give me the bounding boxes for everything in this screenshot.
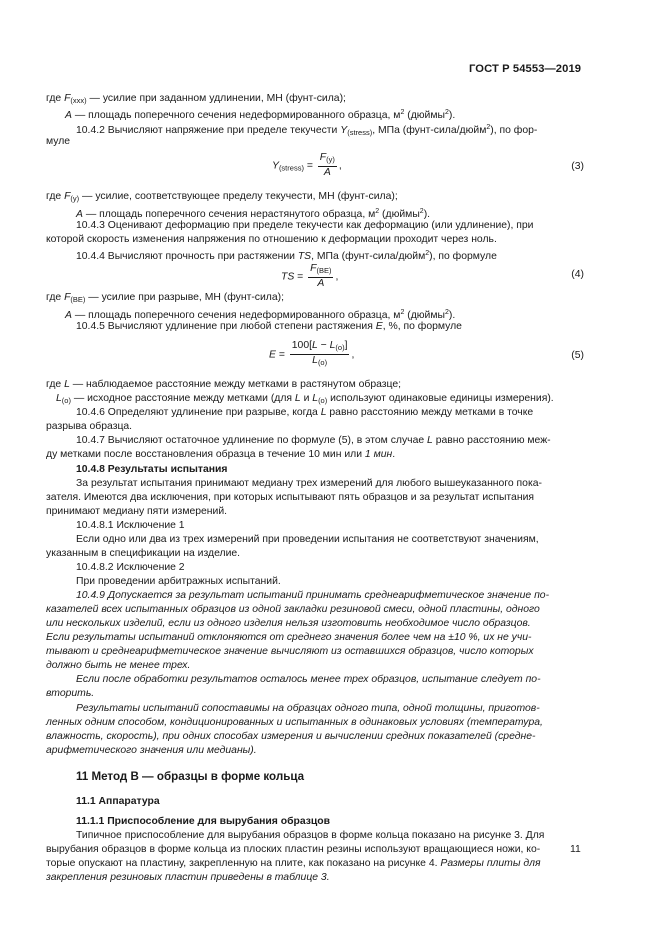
text: где bbox=[46, 292, 65, 303]
denominator: A bbox=[317, 278, 325, 289]
text: (дюймы bbox=[379, 209, 420, 220]
text: и bbox=[300, 393, 313, 404]
text-line: При проведении арбитражных испытаний. bbox=[76, 576, 281, 587]
subscript: (o) bbox=[335, 343, 345, 352]
symbol: TS bbox=[297, 251, 312, 262]
text: — наблюдаемое расстояние между метками в растянутом образце; bbox=[69, 379, 402, 390]
symbol: L bbox=[320, 407, 327, 418]
text: 10.4.5 Вычисляют удлинение при любой степени растяжения bbox=[76, 321, 376, 332]
text-line: Если результаты испытаний отклоняются от среднего значения более чем на ±10 %, их не учи- bbox=[46, 632, 532, 643]
clause-10-4-7 bbox=[76, 434, 551, 448]
text: где bbox=[46, 93, 65, 104]
text: ). bbox=[448, 110, 456, 121]
document-standard-header: ГОСТ Р 54553—2019 bbox=[469, 63, 582, 75]
text: , bbox=[338, 160, 342, 172]
text: равно расстоянию между метками в точке bbox=[326, 407, 534, 418]
symbol: E bbox=[375, 321, 383, 332]
subscript: (stress) bbox=[347, 128, 373, 137]
clause-10-4-2 bbox=[76, 121, 537, 140]
text-line: вырубания образцов в форме кольца из плоских пластин резины используют вращающиеся ножи, ко- bbox=[46, 844, 541, 855]
symbol: F bbox=[64, 191, 71, 202]
text: — усилие при заданном удлинении, МН (фунт-сила); bbox=[86, 93, 346, 104]
text: = bbox=[294, 271, 307, 283]
subscript: (xxx) bbox=[70, 96, 87, 105]
text: , bbox=[335, 271, 339, 283]
text-line: разрыва образца. bbox=[46, 421, 133, 432]
text-line: должно быть не менее трех. bbox=[46, 660, 191, 671]
subscript: (BE) bbox=[70, 295, 86, 304]
numerator bbox=[308, 263, 333, 278]
symbol: F bbox=[64, 93, 71, 104]
text-line: зателя. Имеются два исключения, при которых испытывают пять образцов и за результат испытания bbox=[46, 492, 535, 503]
subscript: (o) bbox=[61, 396, 71, 405]
symbol: F bbox=[64, 292, 71, 303]
text: (дюймы bbox=[404, 310, 445, 321]
clause-10-4-8-heading: 10.4.8 Результаты испытания bbox=[76, 464, 228, 475]
subscript: (y) bbox=[326, 155, 335, 164]
text-line: Результаты испытаний сопоставимы на образцах одного типа, одной толщины, приготов- bbox=[76, 703, 540, 714]
text-italic: Размеры плиты для bbox=[440, 858, 541, 869]
text-line: Если одно или два из трех измерений при проведении испытания не соответствуют значениям, bbox=[76, 534, 539, 545]
text-line: Если после обработки результатов осталось менее трех образцов, испытание следует по- bbox=[76, 674, 541, 685]
text: − bbox=[317, 340, 330, 351]
symbol: L bbox=[427, 435, 433, 446]
text: 10.4.6 Определяют удлинение при разрыве, когда bbox=[76, 407, 321, 418]
text-line: Типичное приспособление для вырубания образцов в форме кольца показано на рисунке 3. Для bbox=[76, 830, 545, 841]
superscript: 2 bbox=[486, 124, 491, 131]
denominator bbox=[290, 355, 350, 369]
text: , bbox=[351, 349, 355, 361]
equation-5 bbox=[269, 340, 354, 369]
text-line: которой скорость изменения напряжения по отношению к деформации проходит через ноль. bbox=[46, 234, 497, 245]
text-line: принимают медиану пяти измерений. bbox=[46, 506, 228, 517]
symbol: A bbox=[65, 310, 72, 321]
fraction bbox=[308, 263, 333, 290]
clause-10-4-5 bbox=[76, 320, 462, 334]
section-11-heading: 11 Метод В — образцы в форме кольца bbox=[76, 770, 305, 783]
page-number: 11 bbox=[570, 844, 581, 855]
superscript: 2 bbox=[375, 208, 380, 215]
text: (дюймы bbox=[404, 110, 445, 121]
text: ). bbox=[448, 310, 456, 321]
text: = bbox=[275, 349, 288, 361]
text: — площадь поперечного сечения нерастянутого образца, м bbox=[82, 209, 376, 220]
clause-10-4-8-1: 10.4.8.1 Исключение 1 bbox=[76, 520, 185, 531]
text-line: влажность, скорость), при одних способах измерения и вычислении средних показателей (средне- bbox=[46, 731, 536, 742]
symbol: L bbox=[312, 393, 319, 404]
symbol: Y bbox=[272, 160, 279, 172]
symbol: A bbox=[65, 110, 72, 121]
clause-10-4-3: 10.4.3 Оценивают деформацию при пределе текучести как деформацию (или удлинение), при bbox=[76, 220, 534, 231]
symbol: L bbox=[312, 340, 318, 351]
text: ). bbox=[423, 209, 431, 220]
definition-fy bbox=[46, 190, 398, 206]
text: ), по формуле bbox=[429, 251, 497, 262]
text: 10.4.2 Вычисляют напряжение при пределе текучести bbox=[76, 125, 341, 136]
text: используют одинаковые единицы измерения). bbox=[327, 393, 554, 404]
superscript: 2 bbox=[400, 309, 405, 316]
text: 10.4.4 Вычисляют прочность при растяжении bbox=[76, 251, 298, 262]
superscript: 2 bbox=[444, 309, 449, 316]
text: — площадь поперечного сечения недеформированного образца, м bbox=[71, 110, 401, 121]
text: ] bbox=[344, 340, 348, 351]
clause-10-4-9: 10.4.9 Допускается за результат испытаний принимать среднеарифметическое значение по- bbox=[76, 590, 550, 601]
text-line: закрепления резиновых пластин приведены в таблице 3. bbox=[46, 872, 330, 883]
text: — усилие, соответствующее пределу текучести, МН (фунт-сила); bbox=[79, 191, 398, 202]
symbol: L bbox=[312, 355, 318, 366]
text: ду метками после восстановления образца в течение 10 мин или bbox=[46, 449, 365, 460]
text: — исходное расстояние между метками (для bbox=[70, 393, 295, 404]
symbol: F bbox=[310, 263, 317, 274]
symbol: E bbox=[269, 349, 276, 361]
text: торые опускают на пластину, закрепленную на плите, как показано на рисунке 4. bbox=[46, 858, 441, 869]
clause-10-4-8-2: 10.4.8.2 Исключение 2 bbox=[76, 562, 185, 573]
text-line: вторить. bbox=[46, 688, 95, 699]
text-line: тывают и среднеарифметическое значение вычисляют из оставшихся образцов, число которых bbox=[46, 646, 534, 657]
text: , %, по формуле bbox=[382, 321, 462, 332]
clause-10-4-4 bbox=[76, 247, 497, 264]
equation-number-5: (5) bbox=[571, 350, 584, 361]
text: = bbox=[303, 160, 316, 172]
subscript: (BE) bbox=[316, 266, 332, 275]
symbol: TS bbox=[281, 271, 295, 283]
symbol: Y bbox=[340, 125, 348, 136]
superscript: 2 bbox=[444, 109, 449, 116]
numerator bbox=[290, 340, 350, 355]
equation-3 bbox=[272, 152, 342, 179]
subscript: (o) bbox=[318, 396, 328, 405]
equation-4 bbox=[281, 263, 338, 290]
text: где bbox=[46, 191, 65, 202]
text-line: или нескольких изделий, если из одного изделия нельзя изготовить необходимое число образцов. bbox=[46, 618, 531, 629]
text: , МПа (фунт-сила/дюйм bbox=[311, 251, 426, 262]
text-line: муле bbox=[46, 136, 71, 147]
fraction bbox=[290, 340, 350, 369]
subscript: (y) bbox=[70, 194, 80, 203]
symbol: L bbox=[294, 393, 301, 404]
text: . bbox=[392, 449, 396, 460]
text-line: За результат испытания принимают медиану трех измерений для любого вышеуказанного пока- bbox=[76, 478, 542, 489]
superscript: 2 bbox=[419, 208, 424, 215]
subscript: (stress) bbox=[278, 163, 304, 173]
definition-l bbox=[46, 378, 401, 392]
denominator: A bbox=[323, 167, 331, 178]
text: 10.4.7 Вычисляют остаточное удлинение по формуле (5), в этом случае bbox=[76, 435, 428, 446]
equation-number-3: (3) bbox=[571, 161, 584, 172]
text: — площадь поперечного сечения недеформированного образца, м bbox=[71, 310, 401, 321]
symbol: L bbox=[64, 379, 70, 390]
clause-10-4-6 bbox=[76, 406, 533, 420]
subscript: (o) bbox=[317, 358, 328, 367]
text-line: казателей всех испытанных образцов из одной закладки резиновой смеси, одной пластины, одного bbox=[46, 604, 540, 615]
symbol: L bbox=[329, 340, 336, 351]
equation-number-4: (4) bbox=[571, 269, 584, 280]
superscript: 2 bbox=[425, 250, 430, 257]
text-line: арифметического значения или медианы). bbox=[46, 745, 257, 756]
definition-fbe bbox=[46, 291, 284, 307]
text-line: ленных одним способом, кондиционированных и испытанных в одинаковых условиях (температура, bbox=[46, 717, 543, 728]
symbol: F bbox=[319, 152, 327, 163]
text: , МПа (фунт-сила/дюйм bbox=[372, 125, 487, 136]
text-line bbox=[46, 857, 541, 871]
section-11-1-1-heading: 11.1.1 Приспособление для вырубания образцов bbox=[76, 816, 331, 827]
section-11-1-heading: 11.1 Аппаратура bbox=[76, 796, 160, 807]
symbol: L bbox=[56, 393, 62, 404]
text-italic: 1 мин bbox=[364, 449, 393, 460]
text: — усилие при разрыве, МН (фунт-сила); bbox=[85, 292, 284, 303]
numerator bbox=[318, 152, 337, 167]
text: 100[ bbox=[291, 340, 313, 351]
superscript: 2 bbox=[400, 109, 405, 116]
text: где bbox=[46, 379, 65, 390]
text: равно расстоянию меж- bbox=[432, 435, 551, 446]
symbol: A bbox=[76, 209, 83, 220]
text: ), по фор- bbox=[490, 125, 538, 136]
text-line bbox=[46, 448, 395, 462]
text-line: указанным в спецификации на изделие. bbox=[46, 548, 241, 559]
fraction bbox=[318, 152, 337, 179]
